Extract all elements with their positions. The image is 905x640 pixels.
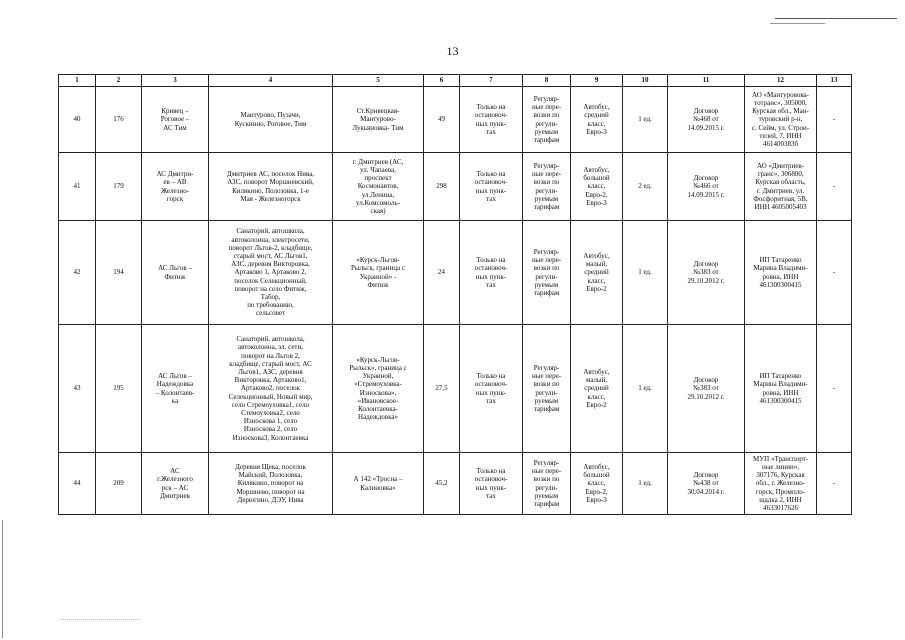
registry-number-cell: 176 <box>96 87 142 153</box>
cell-text-line: поворот Льгов-2, кладбище, <box>228 243 313 252</box>
cell-text-line: туровский р-н, <box>758 115 803 124</box>
cell-text-line: ные пере- <box>531 372 562 381</box>
cell-text-line: Санаторий, автошкола, <box>236 227 305 236</box>
cell-text-line: по требованию, <box>247 301 294 310</box>
carrier-info-cell <box>745 325 817 453</box>
cell-text-line: Рыльск», граница с <box>349 363 407 372</box>
route-length-cell: 27,5 <box>424 325 460 453</box>
scan-rule-top-short <box>770 23 825 24</box>
cell-text-line: Только на <box>476 103 506 112</box>
cell-text-line: тах <box>486 280 496 289</box>
contract-date-cell <box>668 87 745 153</box>
cell-text-line: №468 от <box>693 115 719 124</box>
header-cell: 5 <box>333 75 424 87</box>
cell-text-line: щадка 2, ИНН <box>759 495 802 504</box>
cell-text-line: Фитиж <box>367 280 389 289</box>
cell-text-line: АС Льгов – <box>158 372 192 381</box>
vehicle-count-cell: 2 ед. <box>623 153 668 221</box>
cell-text-line: село Стремоуховка1, село <box>231 400 310 409</box>
routes-table <box>58 74 852 515</box>
cell-text-line: Евро-3 <box>586 198 607 207</box>
vehicle-count-cell: 1 ед. <box>623 453 668 515</box>
cell-text-line: 307176, Курская <box>756 471 805 480</box>
cell-text-line: малый, <box>585 260 608 269</box>
cell-text-line: АЗС, деревня Викторовка, <box>231 260 310 269</box>
cell-text-line: Только на <box>476 467 506 476</box>
cell-text-line: тарифам <box>533 135 560 144</box>
route-length-cell: 24 <box>424 221 460 325</box>
cell-text-line: Кривец – <box>161 107 189 116</box>
cell-text-line: поворот на село Фитиж, <box>234 284 307 293</box>
cell-text-line: проспект <box>364 174 392 183</box>
route-number-cell: 40 <box>59 87 96 153</box>
cell-text-line: Украиной, <box>362 372 394 381</box>
cell-text-line: возки по <box>533 380 560 389</box>
cell-text-line: Рыльск, граница с <box>351 264 405 273</box>
stop-procedure-cell <box>460 221 523 325</box>
header-cell: 7 <box>460 75 523 87</box>
cell-text-line: Только на <box>476 170 506 179</box>
cell-text-line: ул.Ленина, <box>361 190 395 199</box>
intermediate-stops-cell <box>209 221 333 325</box>
cell-text-line: А 142 «Тросна – <box>353 475 403 484</box>
intermediate-stops-cell <box>209 453 333 515</box>
cell-text-line: регули- <box>535 388 558 397</box>
cell-text-line: возки по <box>533 178 560 187</box>
cell-text-line: 461400383б <box>762 140 799 148</box>
cell-text-line: ИНН 4605005403 <box>754 202 807 211</box>
cell-text-line: Договор <box>693 107 719 116</box>
header-cell: 8 <box>523 75 571 87</box>
cell-text-line: Килякино, поворот на <box>237 479 304 488</box>
carrier-info-cell <box>745 153 817 221</box>
cell-text-line: Марина Владими- <box>753 380 808 389</box>
cell-text-line: Майский, Полозовка, <box>238 471 303 480</box>
route-number-cell: 43 <box>59 325 96 453</box>
cell-text-line: Железно- <box>160 186 190 195</box>
streets-roads-cell <box>333 87 424 153</box>
cell-text-line: класс, <box>587 392 606 401</box>
cell-text-line: Износкова 1, село <box>243 417 298 426</box>
cell-text-line: остановоч- <box>474 380 508 389</box>
cell-text-line: регули- <box>535 119 558 128</box>
cell-text-line: АС Тим <box>163 123 187 132</box>
cell-text-line: №383 от <box>693 384 719 393</box>
carrier-info-cell <box>745 453 817 515</box>
cell-text-line: ных пунк- <box>475 483 507 492</box>
vehicle-class-cell <box>571 221 623 325</box>
cell-text-line: Кускинно, Роговое, Тим <box>234 119 307 128</box>
cell-text-line: – Колонтаев- <box>155 388 195 397</box>
cell-text-line: Автобус, <box>583 462 610 471</box>
route-length-cell: 298 <box>424 153 460 221</box>
cell-text-line: ные пере- <box>531 256 562 265</box>
table-row <box>59 325 852 453</box>
cell-text-line: малый, <box>585 376 608 385</box>
cell-text-line: ных пунк- <box>475 186 507 195</box>
cell-text-line: Мантурово- <box>360 115 396 124</box>
cell-text-line: ев – АВ <box>163 178 187 187</box>
registry-number-cell: 195 <box>96 325 142 453</box>
vehicle-class-cell <box>571 87 623 153</box>
cell-text-line: Договор <box>693 260 719 269</box>
cell-text-line: ные линии», <box>761 462 800 471</box>
cell-text-line: Евро-3 <box>586 495 607 504</box>
cell-text-line: горск, Промпло- <box>755 487 806 496</box>
cell-text-line: г. Дмитриев, ул. <box>756 186 805 195</box>
cell-text-line: ИП Татаренко <box>759 256 802 265</box>
cell-text-line: возки по <box>533 111 560 120</box>
cell-text-line: «Курск-Льгов- <box>356 256 400 265</box>
cell-text-line: Регуляр- <box>533 247 560 256</box>
route-length-cell: 45,2 <box>424 453 460 515</box>
cell-text-line: Евро-2 <box>586 284 607 293</box>
cell-text-line: Килякино, Полозовка, 1-е <box>232 186 309 195</box>
cell-text-line: ные пере- <box>531 467 562 476</box>
intermediate-stops-cell <box>209 325 333 453</box>
carrier-info-cell <box>745 221 817 325</box>
route-name-cell <box>142 453 209 515</box>
cell-text-line: тарифам <box>533 499 560 508</box>
notes-cell: - <box>817 153 852 221</box>
cell-text-line: класс, <box>587 182 606 191</box>
cell-text-line: Договор <box>693 471 719 480</box>
route-number-cell: 41 <box>59 153 96 221</box>
cell-text-line: Автобус, <box>583 367 610 376</box>
cell-text-line: МУП «Транспорт- <box>753 454 808 463</box>
cell-text-line: Евро-2, <box>585 487 608 496</box>
scan-artifact <box>60 619 140 621</box>
table-row <box>59 221 852 325</box>
cell-text-line: Фитиж <box>164 272 186 281</box>
cell-text-line: Курская обл., Ман- <box>752 107 809 116</box>
header-cell: 3 <box>142 75 209 87</box>
cell-text-line: Надеждовка» <box>358 413 398 422</box>
header-cell: 11 <box>668 75 745 87</box>
cell-text-line: Деревня Щека, поселок <box>235 462 306 471</box>
cell-text-line: тах <box>486 491 496 500</box>
stop-procedure-cell <box>460 325 523 453</box>
registry-number-cell: 194 <box>96 221 142 325</box>
cell-text-line: остановоч- <box>474 178 508 187</box>
streets-roads-cell <box>333 153 424 221</box>
header-cell: 10 <box>623 75 668 87</box>
cell-text-line: 14.09.2015 г. <box>687 190 725 199</box>
header-cell: 6 <box>424 75 460 87</box>
streets-roads-cell <box>333 325 424 453</box>
contract-date-cell <box>668 453 745 515</box>
vehicle-class-cell <box>571 325 623 453</box>
registry-number-cell: 179 <box>96 153 142 221</box>
notes-cell: - <box>817 453 852 515</box>
intermediate-stops-cell <box>209 87 333 153</box>
cell-text-line: Санаторий, автошкола, <box>236 335 305 344</box>
cell-text-line: Автобус, <box>583 103 610 112</box>
cell-text-line: Калиновка» <box>360 483 396 492</box>
cell-text-line: руемым <box>534 194 559 203</box>
route-number-cell: 44 <box>59 453 96 515</box>
header-cell: 4 <box>209 75 333 87</box>
cell-text-line: регули- <box>535 483 558 492</box>
cell-text-line: тарифам <box>533 288 560 297</box>
cell-text-line: 29.10.2012 г. <box>687 276 725 285</box>
cell-text-line: 461300300415 <box>759 396 802 405</box>
cell-text-line: Износкова3, Колонтаевка <box>232 433 309 442</box>
transport-type-cell <box>523 153 571 221</box>
vehicle-class-cell <box>571 153 623 221</box>
cell-text-line: г.Железного <box>157 475 193 484</box>
cell-text-line: Договор <box>693 174 719 183</box>
cell-text-line: Марина Владими- <box>753 264 808 273</box>
cell-text-line: автоколонна, эл. сети, <box>238 343 303 352</box>
cell-text-line: остановоч- <box>474 264 508 273</box>
scan-margin-line <box>2 520 3 638</box>
cell-text-line: Только на <box>476 256 506 265</box>
cell-text-line: большой <box>583 471 610 480</box>
cell-text-line: телей, 7, ИНН <box>759 131 802 140</box>
cell-text-line: 4633017626 <box>763 504 798 512</box>
page-number: 13 <box>446 44 459 58</box>
cell-text-line: кладбище, старый мост, АС <box>229 359 312 368</box>
cell-text-line: Дмитриев <box>160 491 190 500</box>
cell-text-line: АС Льгов – <box>158 264 192 273</box>
cell-text-line: Фосфоритная, 5В, <box>753 194 808 203</box>
cell-text-line: средний <box>584 268 609 277</box>
cell-text-line: «Курск-Льгов- <box>356 355 400 364</box>
stop-procedure-cell <box>460 87 523 153</box>
cell-text-line: Колонтаевка- <box>358 404 398 413</box>
cell-text-line: ные пере- <box>531 170 562 179</box>
cell-text-line: регули- <box>535 186 558 195</box>
table-row <box>59 453 852 515</box>
cell-text-line: Износкова», <box>359 388 397 397</box>
header-row <box>59 75 852 87</box>
stop-procedure-cell <box>460 153 523 221</box>
cell-text-line: АЗС, поворот Моршневский, <box>227 178 314 187</box>
cell-text-line: АС <box>170 467 180 476</box>
intermediate-stops-cell <box>209 153 333 221</box>
scan-rule-top <box>775 18 897 19</box>
cell-text-line: Регуляр- <box>533 94 560 103</box>
cell-text-line: №438 от <box>693 479 719 488</box>
cell-text-line: Автобус, <box>583 251 610 260</box>
registry-number-cell: 209 <box>96 453 142 515</box>
cell-text-line: Евро-2, <box>585 190 608 199</box>
header-cell: 2 <box>96 75 142 87</box>
cell-text-line: ных пунк- <box>475 388 507 397</box>
cell-text-line: Износкова 2, село <box>243 425 298 434</box>
cell-text-line: Льгов1, АЗС, деревня <box>238 367 303 376</box>
cell-text-line: тах <box>486 396 496 405</box>
cell-text-line: руемым <box>534 127 559 136</box>
vehicle-count-cell: 1 ед. <box>623 221 668 325</box>
cell-text-line: Табор, <box>260 293 281 301</box>
cell-text-line: тотранс», 305000, <box>754 98 807 107</box>
cell-text-line: Регуляр- <box>533 458 560 467</box>
cell-text-line: АО «Мантуровова- <box>752 90 809 99</box>
cell-text-line: автоколонна, электросети, <box>231 235 310 244</box>
cell-text-line: с. Сейм, ул. Строи- <box>751 123 810 132</box>
streets-roads-cell <box>333 221 424 325</box>
table-row <box>59 153 852 221</box>
route-name-cell <box>142 87 209 153</box>
vehicle-count-cell: 1 ед. <box>623 325 668 453</box>
notes-cell: - <box>817 325 852 453</box>
cell-text-line: Роговое – <box>160 115 190 124</box>
header-cell: 13 <box>817 75 852 87</box>
cell-text-line: Артаково 1, Артаково 2, <box>234 268 307 277</box>
cell-text-line: тах <box>486 194 496 203</box>
cell-text-line: Курская область, <box>755 178 806 187</box>
cell-text-line: Евро-3 <box>586 127 607 136</box>
cell-text-line: руемым <box>534 280 559 289</box>
cell-text-line: Ст.Кривецкая- <box>356 107 400 116</box>
cell-text-line: «Ивановское- <box>357 396 399 405</box>
transport-type-cell <box>523 325 571 453</box>
cell-text-line: 14.09.2015 г. <box>687 123 725 132</box>
cell-text-line: класс, <box>587 119 606 128</box>
cell-text-line: возки по <box>533 264 560 273</box>
cell-text-line: Дмитриев АС, поселок Нива, <box>226 170 315 179</box>
cell-text-line: Евро-2 <box>586 400 607 409</box>
cell-text-line: поворот на Льгов 2, <box>241 351 300 360</box>
cell-text-line: класс, <box>587 479 606 488</box>
cell-text-line: Надеждовка <box>156 380 194 389</box>
contract-date-cell <box>668 325 745 453</box>
cell-text-line: горск <box>166 194 184 203</box>
cell-text-line: 29.10.2012 г. <box>687 392 725 401</box>
cell-text-line: большой <box>583 174 610 183</box>
cell-text-line: ных пунк- <box>475 119 507 128</box>
cell-text-line: «Стремоуховка- <box>354 380 402 389</box>
cell-text-line: АО «Дмитриев- <box>756 161 805 170</box>
route-name-cell <box>142 221 209 325</box>
cell-text-line: №383 от <box>693 268 719 277</box>
cell-text-line: Только на <box>476 372 506 381</box>
cell-text-line: средний <box>584 384 609 393</box>
cell-text-line: тарифам <box>533 404 560 413</box>
cell-text-line: руемым <box>534 396 559 405</box>
vehicle-count-cell: 1 ед. <box>623 87 668 153</box>
carrier-info-cell <box>745 87 817 153</box>
cell-text-line: Договор <box>693 376 719 385</box>
cell-text-line: возки по <box>533 475 560 484</box>
header-cell: 12 <box>745 75 817 87</box>
cell-text-line: сельсовет <box>255 309 286 318</box>
cell-text-line: ка <box>171 396 179 405</box>
cell-text-line: Украиной» - <box>359 272 397 281</box>
header-cell: 1 <box>59 75 96 87</box>
stop-procedure-cell <box>460 453 523 515</box>
cell-text-line: Космонавтов, <box>357 182 399 191</box>
contract-date-cell <box>668 153 745 221</box>
cell-text-line: Регуляр- <box>533 363 560 372</box>
cell-text-line: тах <box>486 127 496 136</box>
contract-date-cell <box>668 221 745 325</box>
cell-text-line: транс», 306800, <box>757 170 804 179</box>
cell-text-line: Викторовка, Артаково1, <box>234 376 307 385</box>
cell-text-line: Селекционный, Новый мир, <box>228 392 313 401</box>
cell-text-line: ул.Комсомоль- <box>356 198 400 207</box>
cell-text-line: Мая - Железногорск <box>240 194 301 203</box>
cell-text-line: Регуляр- <box>533 161 560 170</box>
notes-cell: - <box>817 87 852 153</box>
cell-text-line: ул. Чапаева, <box>360 165 396 174</box>
table-body <box>59 87 852 515</box>
cell-text-line: поселок Селекционный, <box>234 276 307 285</box>
cell-text-line: остановоч- <box>474 111 508 120</box>
transport-type-cell <box>523 87 571 153</box>
cell-text-line: ровна, ИНН <box>762 272 799 281</box>
cell-text-line: ровна, ИНН <box>762 388 799 397</box>
route-number-cell: 42 <box>59 221 96 325</box>
cell-text-line: АС Дмитри- <box>156 170 194 179</box>
cell-text-line: тарифам <box>533 202 560 211</box>
route-length-cell: 49 <box>424 87 460 153</box>
cell-text-line: регули- <box>535 272 558 281</box>
cell-text-line: Лукьяновка- Тим <box>352 123 404 132</box>
header-cell: 9 <box>571 75 623 87</box>
cell-text-line: старый мост, АС Льгов1, <box>233 251 308 260</box>
cell-text-line: 461300300415 <box>759 280 802 289</box>
cell-text-line: остановоч- <box>474 475 508 484</box>
vehicle-class-cell <box>571 453 623 515</box>
cell-text-line: обл., г. Железно- <box>755 479 806 488</box>
route-name-cell <box>142 153 209 221</box>
cell-text-line: Артаково2, поселок <box>240 384 301 393</box>
cell-text-line: класс, <box>587 276 606 285</box>
cell-text-line: Мантурово, Пузачи, <box>240 111 301 120</box>
cell-text-line: ИП Татаренко <box>759 372 802 381</box>
cell-text-line: ская) <box>370 207 386 215</box>
cell-text-line: ные пере- <box>531 103 562 112</box>
cell-text-line: Стемоуховка2, село <box>241 409 300 417</box>
cell-text-line: №466 от <box>693 182 719 191</box>
cell-text-line: средний <box>584 111 609 120</box>
transport-type-cell <box>523 453 571 515</box>
notes-cell: - <box>817 221 852 325</box>
cell-text-line: руемым <box>534 491 559 500</box>
table-row <box>59 87 852 153</box>
route-name-cell <box>142 325 209 453</box>
cell-text-line: 30.04.2014 г. <box>687 487 725 496</box>
cell-text-line: г. Дмитриев (АС, <box>352 157 404 166</box>
cell-text-line: Дерюгино, ДЭУ, Нива <box>237 495 304 504</box>
cell-text-line: ных пунк- <box>475 272 507 281</box>
cell-text-line: рск – АС <box>161 483 189 492</box>
cell-text-line: Моршнево, поворот на <box>236 487 305 496</box>
cell-text-line: Автобус, <box>583 165 610 174</box>
transport-type-cell <box>523 221 571 325</box>
streets-roads-cell <box>333 453 424 515</box>
